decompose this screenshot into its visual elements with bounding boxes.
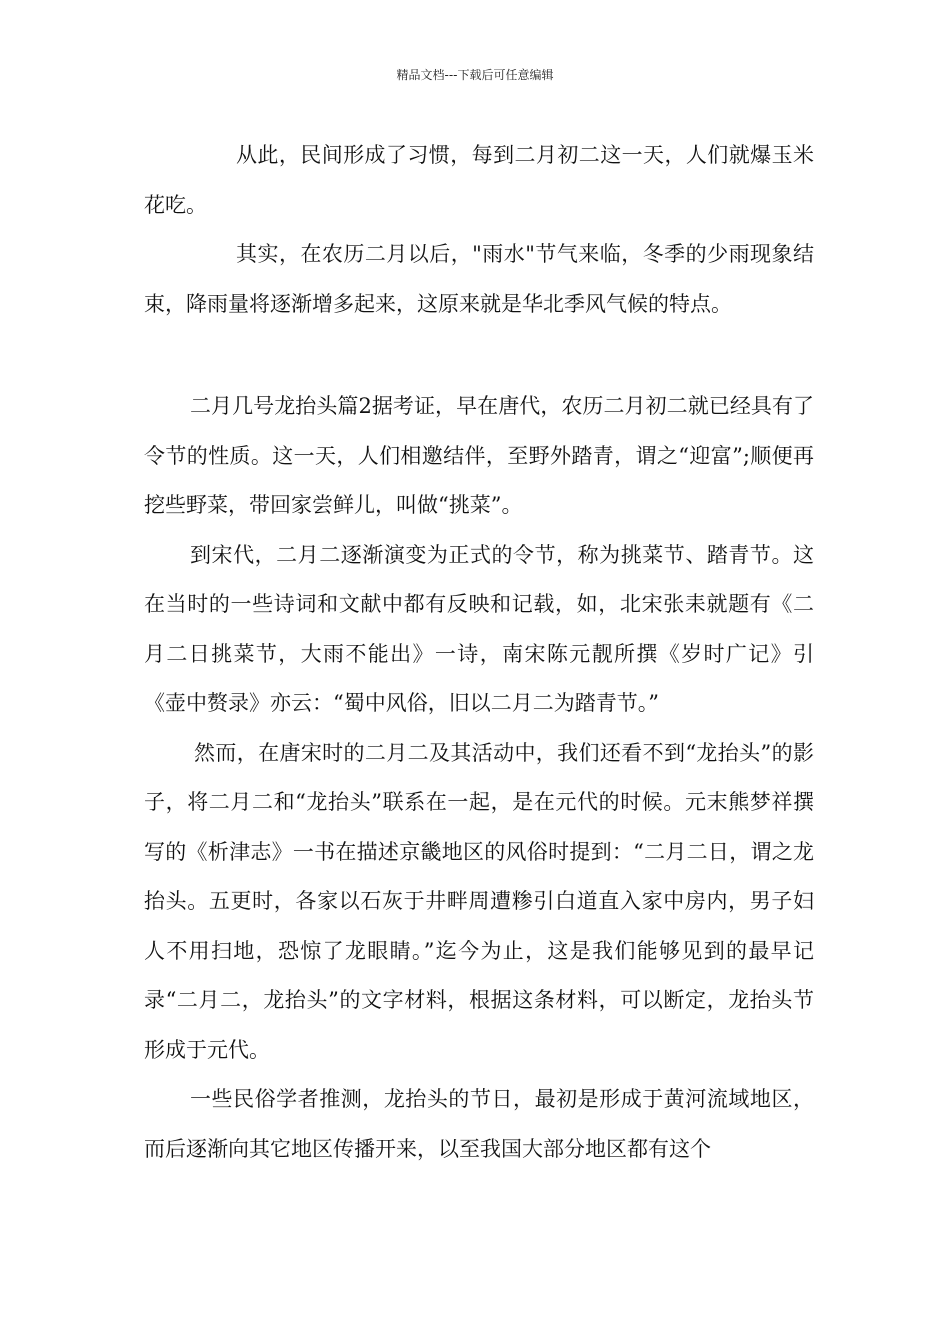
paragraph-2: 其实，在农历二月以后，"雨水"节气来临，冬季的少雨现象结束，降雨量将逐渐增多起来，这原来就是华北季风气候的特点。	[144, 242, 814, 316]
paragraph-6: 一些民俗学者推测，龙抬头的节日，最初是形成于黄河流域地区，而后逐渐向其它地区传播开来，以至我国大部分地区都有这个	[144, 1087, 814, 1161]
paragraph-5: 然而，在唐宋时的二月二及其活动中，我们还看不到“龙抬头”的影子，将二月二和“龙抬头”联系在一起，是在元代的时候。元末熊梦祥撰写的《析津志》一书在描述京畿地区的风俗时提到：“二月二日，谓之龙抬头。五更时，各家以石灰于井畔周遭糁引白道直入家中房内，男子妇人不用扫地，恐惊了龙眼睛。”迄今为止，这是我们能够见到的最早记录“二月二，龙抬头”的文字材料，根据这条材料，可以断定，龙抬头节形成于元代。	[144, 740, 814, 1062]
paragraph-4: 到宋代，二月二逐渐演变为正式的令节，称为挑菜节、踏青节。这在当时的一些诗词和文献中都有反映和记载，如，北宋张耒就题有《二月二日挑菜节，大雨不能出》一诗，南宋陈元靓所撰《岁时广记》引《壶中赘录》亦云：“蜀中风俗，旧以二月二为踏青节。”	[144, 542, 814, 715]
page-header: 精品文档---下载后可任意编辑	[396, 68, 554, 82]
paragraph-1: 从此，民间形成了习惯，每到二月初二这一天，人们就爆玉米花吃。	[144, 143, 814, 217]
document-body	[144, 131, 814, 1174]
section-gap	[144, 329, 814, 382]
paragraph-3: 二月几号龙抬头篇2据考证，早在唐代，农历二月初二就已经具有了令节的性质。这一天，人们相邀结伴，至野外踏青，谓之“迎富”;顺便再挖些野菜，带回家尝鲜儿，叫做“挑菜”。	[144, 394, 814, 517]
